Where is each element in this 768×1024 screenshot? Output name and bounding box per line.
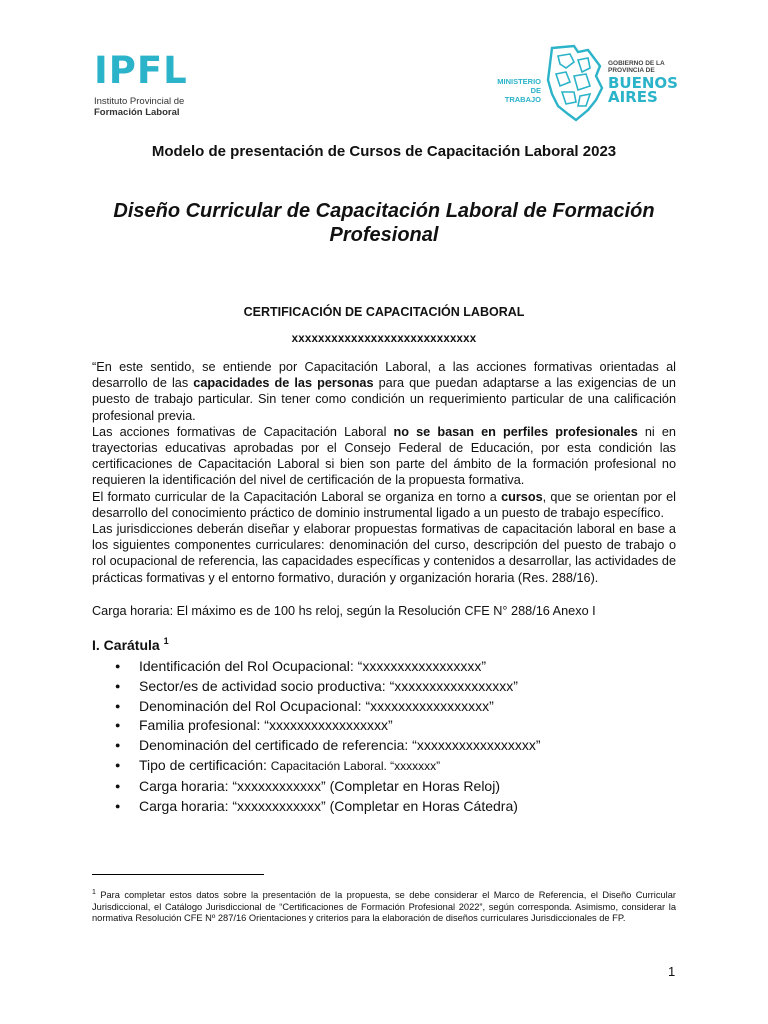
caratula-list [112,657,540,816]
paragraph-3-bold: cursos [501,489,543,504]
document-subtitle: Modelo de presentación de Cursos de Capacitación Laboral 2023 [151,143,617,160]
gobierno-line1: GOBIERNO DE LA [608,60,665,67]
paragraph-4: Las jurisdicciones deberán diseñar y elaborar propuestas formativas de capacitación laboral en base a los siguientes componentes curriculares: denominación del curso, descripción del puesto de trabajo o rol ocupacional de referencia, las capacidades específicas y contenidos a desarrollar, las actividades de prácticas formativas y el entorno formativo, duración y organización horaria (Res. 288/16). [92,522,676,585]
ministerio-line1: MINISTERIO DE [497,77,541,95]
placeholder-line: xxxxxxxxxxxxxxxxxxxxxxxxxxxx [291,333,477,345]
paragraph-1-text-a: “En este sentido, se entiende por Capacitación Laboral, a las acciones formativas orientadas al desarrollo de las [92,360,676,391]
section-title [92,637,169,653]
carga-horaria-note: Carga horaria: El máximo es de 100 hs reloj, según la Resolución CFE N° 288/16 Anexo I [92,604,596,618]
footnote-divider [92,874,264,875]
body-text [92,359,676,586]
ministerio-line2: TRABAJO [504,95,541,104]
ipfl-subtitle [94,96,214,118]
list-item: ● Carga horaria: “xxxxxxxxxxxx” (Completar en Horas Cátedra) [112,797,540,817]
list-item: ● Carga horaria: “xxxxxxxxxxxx” (Completar en Horas Reloj) [112,777,540,797]
certification-heading: CERTIFICACIÓN DE CAPACITACIÓN LABORAL [243,305,525,319]
province-map-icon [544,44,604,122]
footnote [92,887,676,925]
paragraph-2-bold: no se basan en perfiles profesionales [393,424,638,439]
paragraph-1-text-c: para que puedan adaptarse a las exigencias de un puesto de trabajo particular. Sin tener como condición un requerimiento particular de una calificación profesional previa. [92,376,676,423]
paragraph-2-text-c: ni en trayectorias educativas aprobadas por el Consejo Federal de Educación, por esta condición las certificaciones de Capacitación Laboral si bien son parte del ámbito de la formación profesional no requieren la identificación del nivel de certificación de la propuesta formativa. [92,424,676,488]
ipfl-subtitle-line2: Formación Laboral [94,107,180,118]
paragraph-2 [92,424,676,489]
paragraph-3-text-a: El formato curricular de la Capacitación Laboral se organiza en torno a [92,489,502,504]
footnote-reference: 1 [163,636,169,646]
list-item-text-b: Capacitación Laboral [270,758,384,773]
gobierno-label [608,60,665,74]
list-item: ● Denominación del certificado de referencia: “xxxxxxxxxxxxxxxxx” [112,736,540,756]
list-item: ● Denominación del Rol Ocupacional: “xxxxxxxxxxxxxxxxx” [112,697,540,717]
paragraph-2-text-a: Las acciones formativas de Capacitación Laboral [92,424,394,439]
ipfl-logo [94,49,214,118]
buenos-aires-logo [484,44,694,124]
gobierno-line2: PROVINCIA DE [608,67,655,74]
ipfl-wordmark: IPFL [94,49,188,92]
page-number: 1 [668,964,676,979]
ipfl-subtitle-line1: Instituto Provincial de [94,96,185,107]
footnote-text: Para completar estos datos sobre la presentación de la propuesta, se debe considerar el Marco de Referencia, el Diseño Curricular Jurisdiccional, el Catálogo Jurisdiccional de “Certificaciones de Formación Profesional 2022”, según corresponda. Asimismo, considerar la normativa Resolución CFE Nº 287/16 Orientaciones y criterios para la elaboración de diseños curriculares Jurisdiccionales de FP. [92,890,676,924]
list-item-text-c: . “xxxxxxx” [383,758,441,773]
list-item: ● Identificación del Rol Ocupacional: “xxxxxxxxxxxxxxxxx” [112,657,540,677]
list-item-text-a: Tipo de certificación: [139,756,271,773]
paragraph-3-text-c: , que se orientan por el desarrollo del conocimiento práctico de dominio instrumental ligado a un puesto de trabajo específico. [92,489,676,520]
list-item: ● Familia profesional: “xxxxxxxxxxxxxxxxx” [112,716,540,736]
paragraph-3 [92,489,676,521]
list-item [112,756,540,777]
section-title-text: I. Carátula [92,637,160,653]
buenos-aires-wordmark [608,76,678,104]
paragraph-1-bold: capacidades de las personas [193,376,374,391]
ministerio-label [487,77,541,104]
footnote-number: 1 [92,889,96,896]
paragraph-1 [92,359,676,424]
list-item: ● Sector/es de actividad socio productiva: “xxxxxxxxxxxxxxxxx” [112,677,540,697]
aires-word: AIRES [608,88,658,106]
document-title: Diseño Curricular de Capacitación Laboral de Formación Profesional [113,200,655,246]
buenos-word: BUENOS [608,74,678,92]
